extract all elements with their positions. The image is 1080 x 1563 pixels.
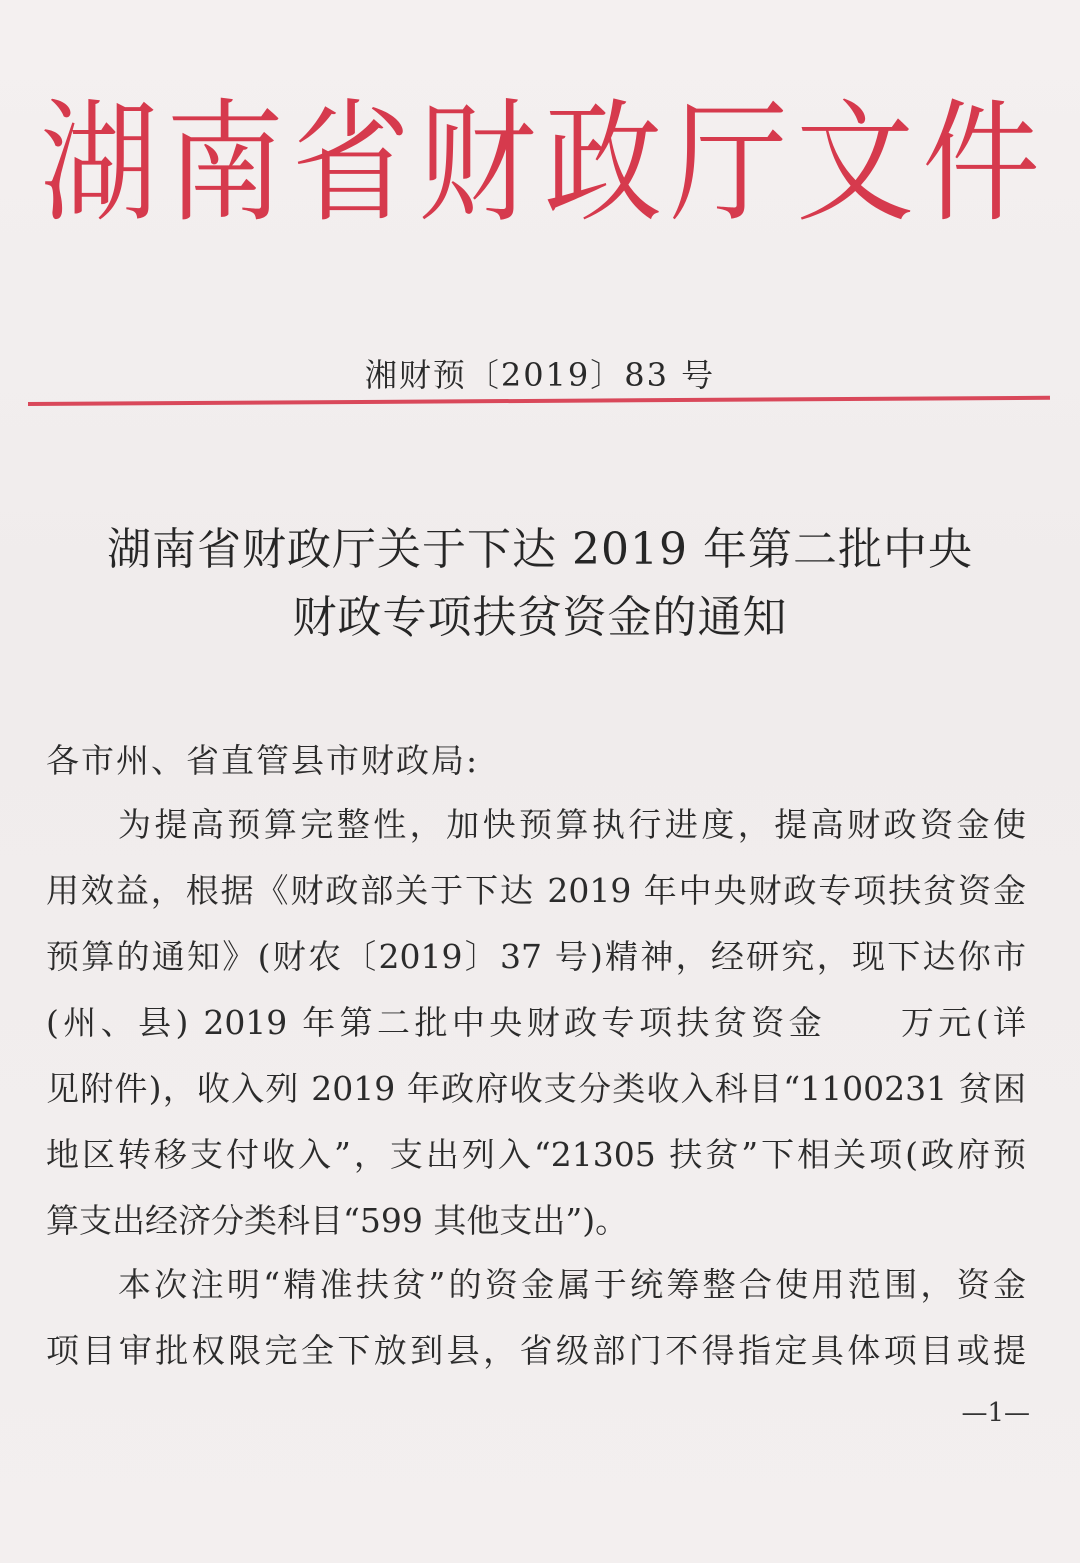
body-line: 用效益，根据《财政部关于下达 2019 年中央财政专项扶贫资金 [46, 871, 1026, 910]
body-line: (州、县) 2019 年第二批中央财政专项扶贫资金 万元(详 [46, 1003, 1026, 1042]
letterhead-char: 湖 [40, 85, 159, 241]
letterhead-char: 省 [292, 85, 411, 241]
red-separator-line [28, 396, 1050, 406]
document-title-line-1: 湖南省财政厅关于下达 2019 年第二批中央 [107, 524, 973, 575]
document-title-line-2: 财政专项扶贫资金的通知 [292, 592, 788, 643]
body-line: 本次注明“精准扶贫”的资金属于统筹整合使用范围，资金 [118, 1265, 1026, 1304]
letterhead-char: 文 [796, 85, 915, 241]
letterhead-char: 件 [922, 85, 1041, 241]
body-line: 项目审批权限完全下放到县，省级部门不得指定具体项目或提 [46, 1331, 1026, 1370]
letterhead-char: 厅 [670, 85, 789, 241]
page-number: —1— [961, 1398, 1030, 1428]
document-number: 湘财预〔2019〕83 号 [364, 356, 716, 394]
letterhead-char: 政 [544, 85, 663, 241]
salutation: 各市州、省直管县市财政局: [46, 741, 480, 780]
body-line: 地区转移支付收入”，支出列入“21305 扶贫”下相关项(政府预 [46, 1135, 1026, 1174]
body-line: 算支出经济分类科目“599 其他支出”)。 [46, 1201, 629, 1240]
body-line: 预算的通知》(财农〔2019〕37 号)精神，经研究，现下达你市 [46, 937, 1026, 976]
red-letterhead [40, 85, 1041, 241]
letterhead-char: 南 [166, 85, 285, 241]
body-line: 为提高预算完整性，加快预算执行进度，提高财政资金使 [118, 805, 1026, 844]
letterhead-char: 财 [418, 85, 537, 241]
body-line: 见附件)，收入列 2019 年政府收支分类收入科目“1100231 贫困 [46, 1069, 1026, 1108]
